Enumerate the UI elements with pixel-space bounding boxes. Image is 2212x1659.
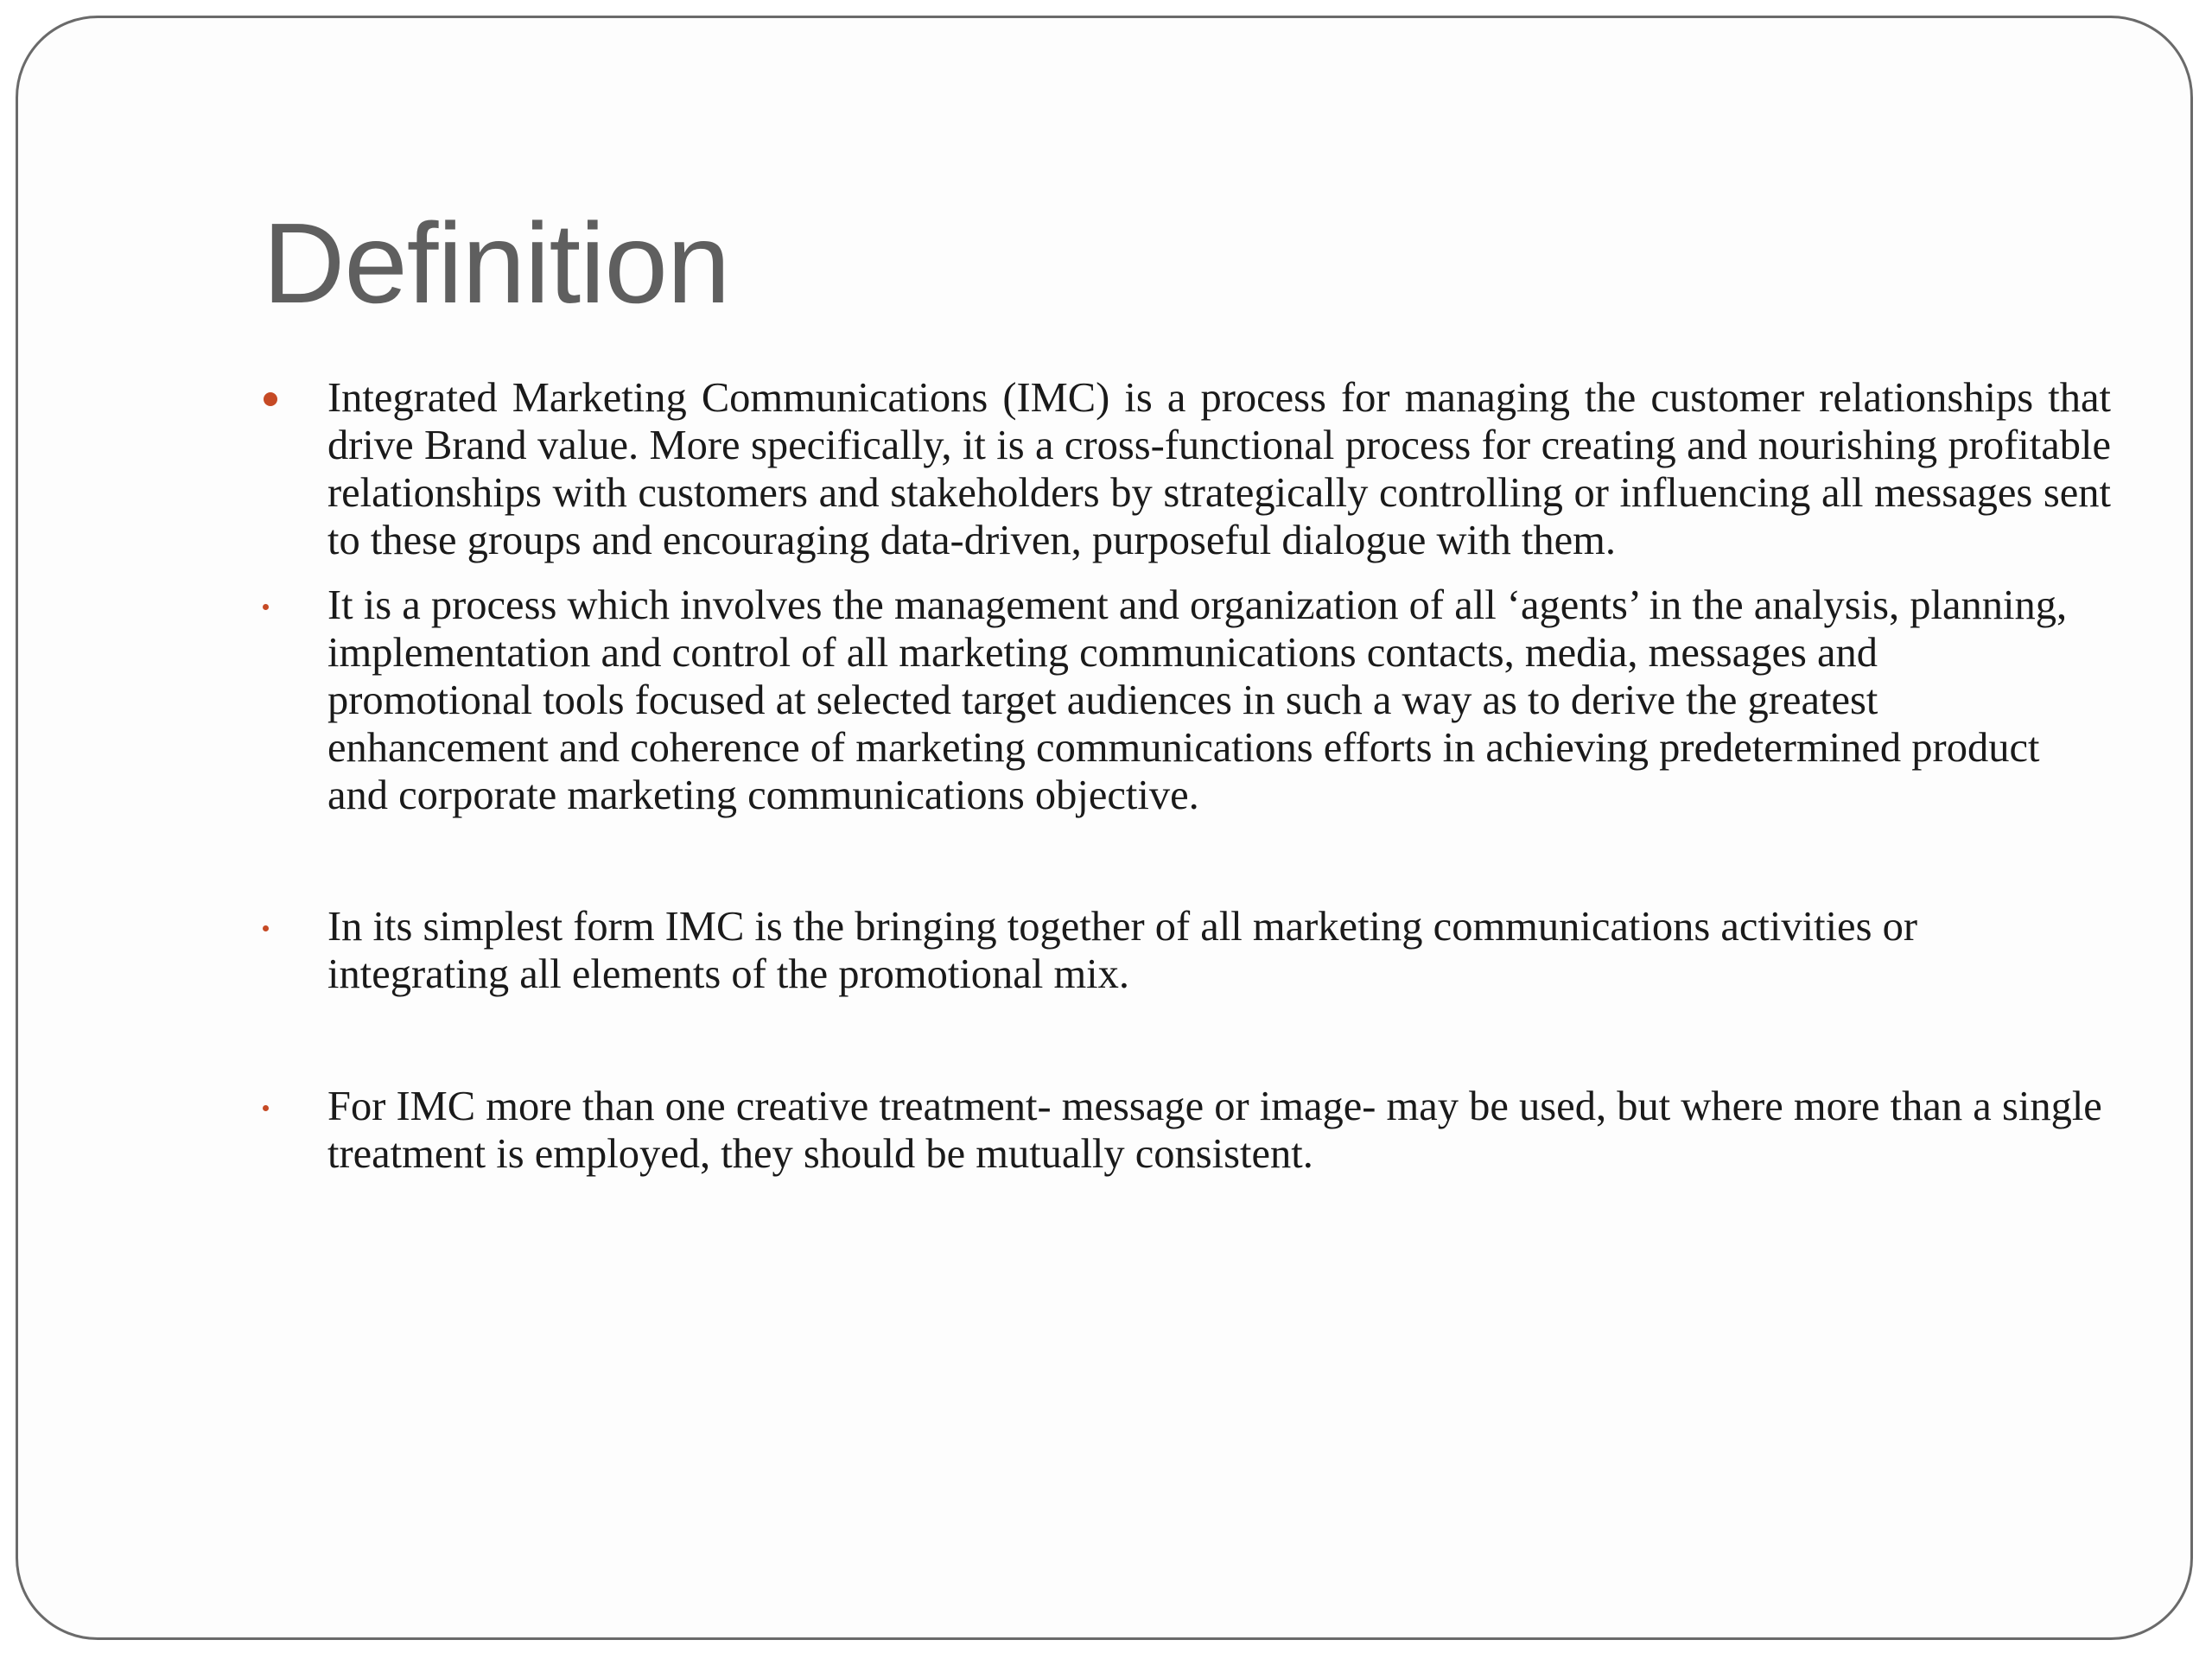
bullet-text: It is a process which involves the management and organization of all ‘agents’ in the analysis, planning, implementation and control of all marketing communications contacts, media, messages and promotional tools focused at selected target audiences in such a way as to derive the greatest enhancement and coherence of marketing communications efforts in achieving predetermined product and corporate marketing communications objective. xyxy=(327,582,2068,818)
bullet-text: Integrated Marketing Communications (IMC) is a process for managing the customer relationships that drive Brand value. More specifically, it is a cross-functional process for creating and nourishing profitable relationships with customers and stakeholders by strategically controlling or influencing all messages sent to these groups and encouraging data-driven, purposeful dialogue with them. xyxy=(327,375,2111,563)
bullet-dot-icon xyxy=(263,1105,269,1111)
bullet-dot-icon xyxy=(263,604,269,610)
bullet-text: In its simplest form IMC is the bringing together of all marketing communications activities or integrating all elements of the promotional mix. xyxy=(327,904,1917,997)
slide xyxy=(16,16,2193,1640)
slide-title: Definition xyxy=(263,200,730,327)
bullet-dot-icon xyxy=(264,392,277,406)
bullet-item xyxy=(327,582,2082,819)
bullet-item xyxy=(327,903,2099,998)
bullet-item xyxy=(327,374,2111,564)
bullet-item xyxy=(327,1083,2107,1178)
bullet-dot-icon xyxy=(263,925,269,931)
bullet-text: For IMC more than one creative treatment- message or image- may be used, but where more than a single treatment is employed, they should be mutually consistent. xyxy=(327,1084,2102,1177)
